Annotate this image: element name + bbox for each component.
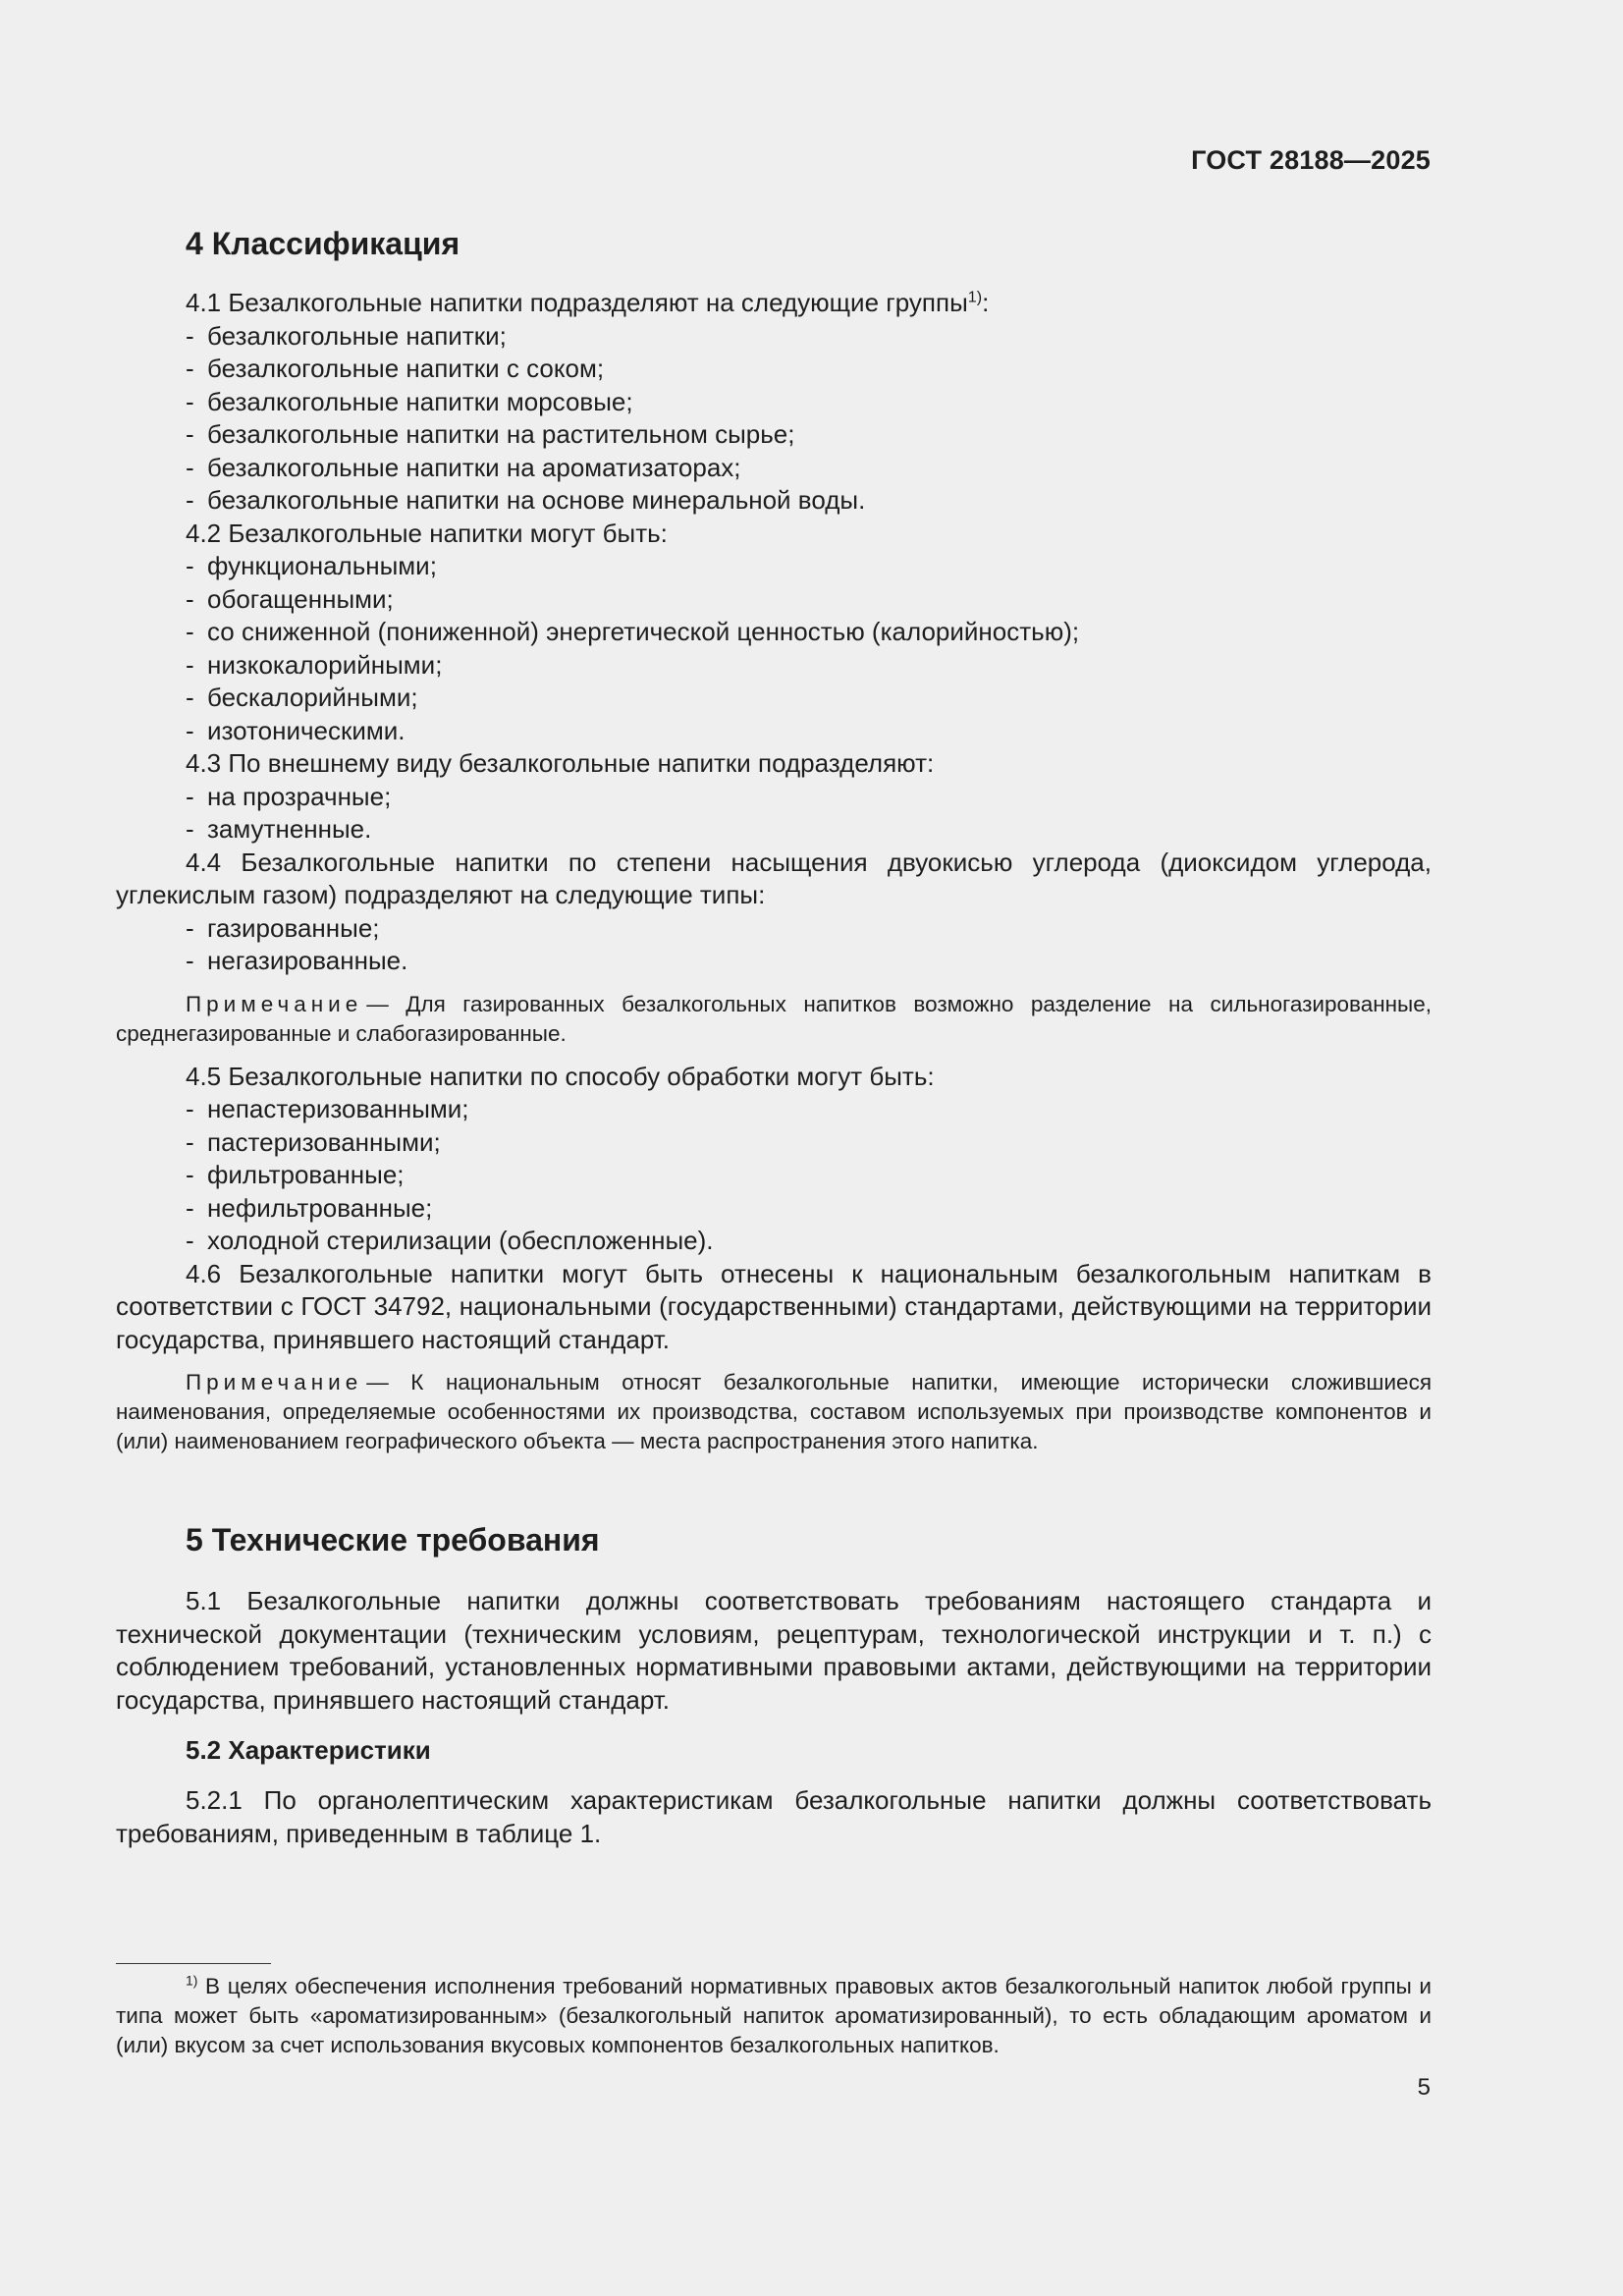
list-item: - со сниженной (пониженной) энергетической ценностью (калорийностью); [186,617,1080,646]
list-item: - безалкогольные напитки с соком; [186,354,605,383]
clause-4-5: 4.5 Безалкогольные напитки по способу обработки могут быть: [186,1061,935,1091]
clause-4-1: 4.1 Безалкогольные напитки подразделяют на следующие группы$^{1)}$: [186,288,990,317]
clause-4-2: 4.2 Безалкогольные напитки могут быть: [186,518,668,548]
section-5 [116,1520,1432,1850]
clause-5-2-1: 5.2.1 По органолептическим характеристикам безалкогольные напитки должны соответствовать требованиям, приведенным в таблице 1. [116,1785,1432,1848]
section-4 [116,224,1432,1456]
list-item: - замутненные. [186,814,372,844]
list-item: - газированные; [186,912,380,943]
list-item: - низкокалорийными; [186,649,443,680]
clause-4-4: 4.4 Безалкогольные напитки по степени насыщения двуокисью углерода (диоксидом углерода, углекислым газом) подразделяют на следующие типы: [116,847,1432,909]
list-item: - безалкогольные напитки; [186,320,507,351]
section-5-title: 5 Технические требования [186,1522,600,1558]
footnote: $^{1)}$ В целях обеспечения исполнения требований нормативных правовых актов безалкогольный напиток любой группы и типа может быть «ароматизированным» (безалкогольный напиток ароматизированный), то есть обладающим ароматом и (или) вкусом за счет использования вкусовых компонентов безалкогольных напитков. [116,1972,1432,2057]
list-item: - на прозрачные; [186,781,392,811]
note-label: Примечание [186,991,363,1016]
list-item: - обогащенными; [186,583,394,614]
list-item: - безалкогольные напитки на ароматизаторах; [186,452,741,482]
list-item: - непастеризованными; [186,1094,469,1123]
clause-4-3: 4.3 По внешнему виду безалкогольные напитки подразделяют: [186,748,935,778]
footnote-ref: 1) [967,288,983,306]
list-item: - безалкогольные напитки на растительном сырье; [186,419,795,449]
list-item: - пастеризованными; [186,1126,441,1157]
section-4-title: 4 Классификация [186,226,460,261]
footnote-marker: 1) [186,1972,198,1989]
list-item: - нефильтрованные; [186,1192,433,1223]
clause-5-1: 5.1 Безалкогольные напитки должны соответствовать требованиям настоящего стандарта и технической документации (техническим условиям, рецептурам, технологической инструкции и т. п.) с соблюдением требований, установленных нормативными правовыми актами, действующими на территории государства, принявшего настоящий стандарт. [116,1586,1432,1715]
list-item: - негазированные. [186,946,408,975]
list-item: - изотоническими. [186,715,406,745]
list-item: - холодной стерилизации (обеспложенные). [186,1226,714,1255]
note-label: Примечание [186,1370,363,1394]
list-item: - безалкогольные напитки морсовые; [186,386,633,416]
note-4-4: Примечание — Для газированных безалкогольных напитков возможно разделение на сильногазированные, среднегазированные и слабогазированные. [116,991,1432,1046]
subsection-5-2-title: 5.2 Характеристики [186,1735,431,1765]
clause-4-6: 4.6 Безалкогольные напитки могут быть отнесены к национальным безалкогольным напиткам в соответствии с ГОСТ 34792, национальными (государственными) стандартами, действующими на территории государства, принявшего настоящий стандарт. [116,1258,1432,1354]
page-number: 5 [1417,2074,1431,2101]
standard-code: ГОСТ 28188—2025 [1191,145,1431,175]
note-4-6: Примечание — К национальным относят безалкогольные напитки, имеющие исторически сложившиеся наименования, определяемые особенностями их производства, составом используемых при производстве компонентов и (или) наименованием географического объекта — места распространения этого напитка. [116,1370,1432,1453]
list-item: - безалкогольные напитки на основе минеральной воды. [186,485,866,515]
list-item: - бескалорийными; [186,683,418,712]
list-item: - фильтрованные; [186,1160,405,1189]
list-item: - функциональными; [186,551,437,580]
footnote-separator [116,1963,271,1964]
